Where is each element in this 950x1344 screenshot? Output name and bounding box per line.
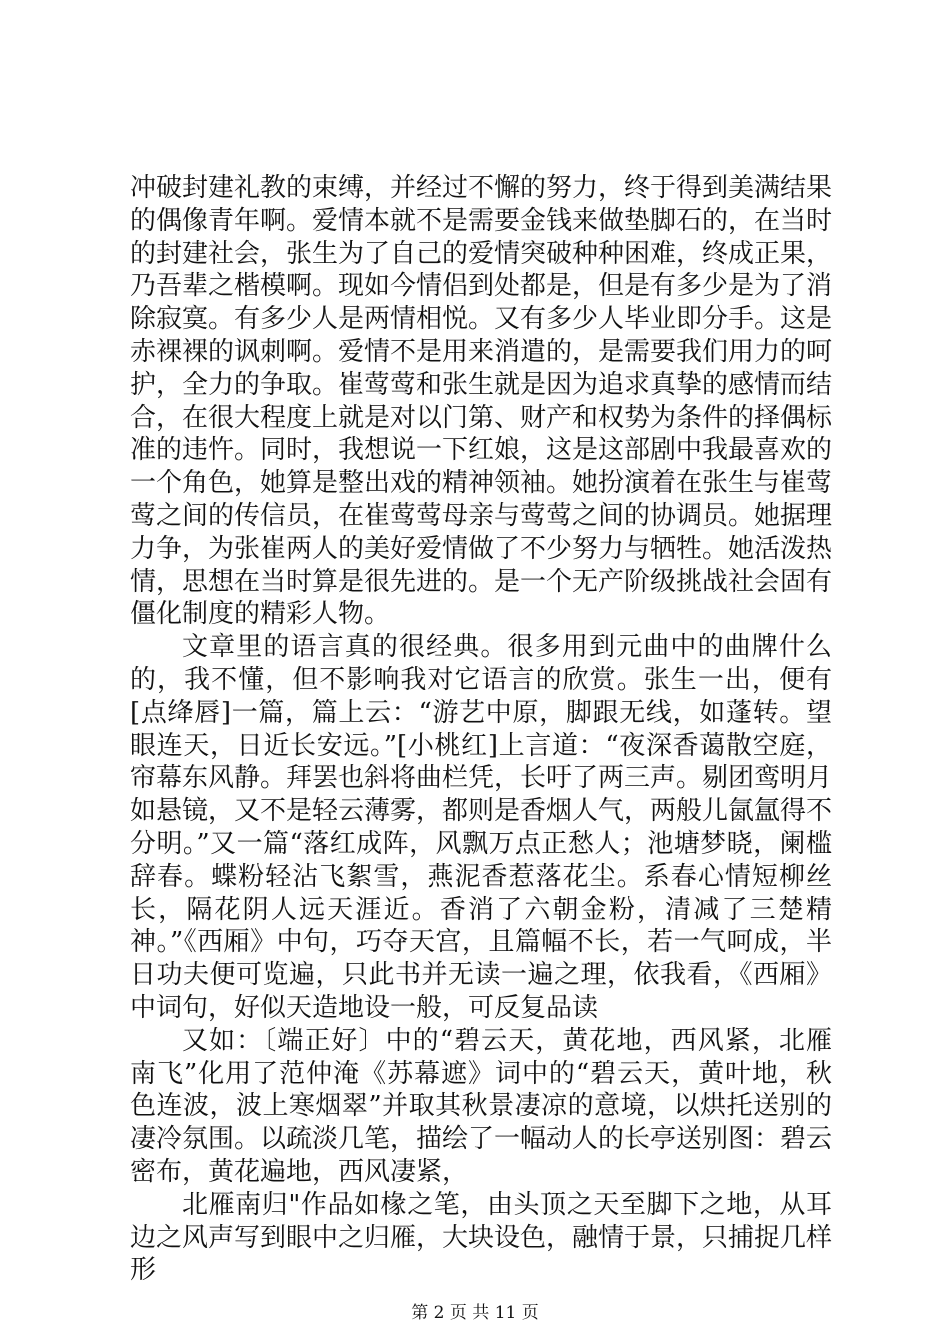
body-text [130, 172, 832, 1287]
paragraph-3: 又如：〔端正好〕中的“碧云天，黄花地，西风紧，北雁南飞”化用了范仲淹《苏幕遮》词中的“碧云天，黄叶地，秋色连波，波上寒烟翠”并取其秋景凄凉的意境，以烘托送别的凄冷氛围。以疏淡几笔，描绘了一幅动人的长亭送别图：碧云密布，黄花遍地，西风凄紧， [130, 1025, 833, 1187]
paragraph-2: 文章里的语言真的很经典。很多用到元曲中的曲牌什么的，我不懂，但不影响我对它语言的欣赏。张生一出，便有[点绛唇]一篇，篇上云：“游艺中原，脚跟无线，如蓬转。望眼连天，日近长安远。”[小桃红]上言道：“夜深香蔼散空庭，帘幕东风静。拜罢也斜将曲栏凭，长吁了两三声。剔团鸾明月如悬镜，又不是轻云薄雾，都则是香烟人气，两般儿氤氲得不分明。”又一篇“落红成阵，风飘万点正愁人；池塘梦晓，阑槛辞春。蝶粉轻沾飞絮雪，燕泥香惹落花尘。系春心情短柳丝长，隔花阴人远天涯近。香消了六朝金粉，清减了三楚精神。”《西厢》中句，巧夺天宫，且篇幅不长，若一气呵成，半日功夫便可览遍，只此书并无读一遍之理，依我看，《西厢》中词句，好似天造地设一般，可反复品读 [130, 632, 833, 1023]
page-footer: 第 2 页 共 11 页 [411, 1303, 539, 1323]
paragraph-1: 冲破封建礼教的束缚，并经过不懈的努力，终于得到美满结果的偶像青年啊。爱情本就不是需要金钱来做垫脚石的，在当时的封建社会，张生为了自己的爱情突破种种困难，终成正果，乃吾辈之楷模啊。现如今情侣到处都是，但是有多少是为了消除寂寞。有多少人是两情相悦。又有多少人毕业即分手。这是赤裸裸的讽刺啊。爱情不是用来消遣的，是需要我们用力的呵护，全力的争取。崔莺莺和张生就是因为追求真挚的感情而结合，在很大程度上就是对以门第、财产和权势为条件的择偶标准的违忤。同时，我想说一下红娘，这是这部剧中我最喜欢的一个角色，她算是整出戏的精神领袖。她扮演着在张生与崔莺莺之间的传信员，在崔莺莺母亲与莺莺之间的协调员。她据理力争，为张崔两人的美好爱情做了不少努力与牺牲。她活泼热情，思想在当时算是很先进的。是一个无产阶级挑战社会固有僵化制度的精彩人物。 [130, 173, 833, 630]
paragraph-4: 北雁南归"作品如椽之笔，由头顶之天至脚下之地，从耳边之风声写到眼中之归雁，大块设色，融情于景，只捕捉几样形 [130, 1189, 833, 1286]
